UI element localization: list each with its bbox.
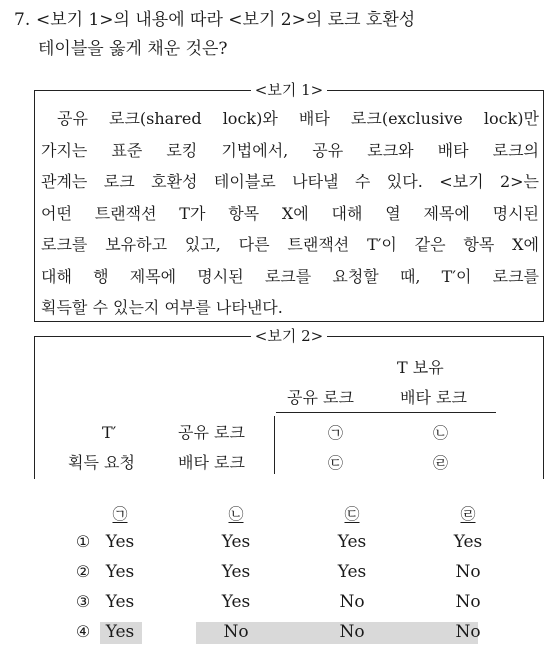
choices-header: ㉡ [228,505,244,523]
row-divider [274,416,275,474]
choice-value: No [455,592,481,612]
example-box-1 [34,81,544,322]
choice-row-highlighted[interactable] [0,618,546,646]
question-number: 7. [14,10,31,30]
col-header-exclusive: 배타 로크 [400,388,467,407]
choice-value: No [339,592,365,612]
row-group-header-1: T′ [102,423,117,442]
choice-value: No [455,562,481,582]
box1-line: 어떤 트랜잭션 T가 항목 X에 대해 열 제목에 명시된 [41,203,539,223]
box1-line: 획득할 수 있는지 여부를 나타낸다. [41,298,283,317]
row-group-header-2: 획득 요청 [68,453,135,472]
box1-line: 공유 로크(shared lock)와 배타 로크(exclusive lock)만 [57,109,539,128]
choice-value: Yes [221,532,251,552]
header-divider [276,412,496,413]
choice-row[interactable] [0,558,546,586]
choice-value: Yes [453,532,483,552]
choice-number: ① [75,532,91,551]
choice-value: Yes [221,592,251,612]
choice-value: Yes [337,532,367,552]
choice-value: No [339,622,365,642]
choice-value: Yes [105,622,135,642]
example-box-2-label: <보기 2> [35,326,543,346]
choice-row[interactable] [0,588,546,616]
col-group-header: T 보유 [397,358,444,377]
box1-line: 대해 행 제목에 명시된 로크를 요청할 때, T′이 로크를 [41,266,539,286]
question-line-2: 테이블을 옳게 채운 것은? [38,39,228,59]
choice-row[interactable] [0,528,546,556]
choice-number: ③ [75,592,91,611]
choice-value: Yes [337,562,367,582]
box1-line: 로크를 보유하고 있고, 다른 트랜잭션 T′이 같은 항목 X에 [41,235,539,254]
choice-number: ② [75,562,91,581]
choice-value: No [455,622,481,642]
choice-value: Yes [105,592,135,612]
example-box-1-text [41,103,539,324]
cell-d: ㉣ [433,454,449,472]
choice-value: Yes [221,562,251,582]
choices-header-row [0,500,546,528]
question-line-1: <보기 1>의 내용에 따라 <보기 2>의 로크 호환성 [36,10,416,30]
box1-line: 가지는 표준 로킹 기법에서, 공유 로크와 배타 로크의 [41,140,539,160]
choice-value: Yes [105,562,135,582]
choice-value: Yes [105,532,135,552]
cell-b: ㉡ [433,424,449,442]
box1-line: 관계는 로크 호환성 테이블로 나타낼 수 있다. <보기 2>는 [41,172,539,191]
row-header-shared: 공유 로크 [178,423,245,442]
choice-number: ④ [75,622,91,641]
col-header-shared: 공유 로크 [287,388,354,407]
example-box-1-label: <보기 1> [35,80,543,100]
cell-a: ㉠ [328,424,344,442]
cell-c: ㉢ [328,454,344,472]
choices-header: ㉠ [112,505,128,523]
choices-header: ㉣ [460,505,476,523]
row-header-exclusive: 배타 로크 [178,453,245,472]
choices-header: ㉢ [344,505,360,523]
choice-value: No [223,622,249,642]
question-stem [14,6,542,64]
